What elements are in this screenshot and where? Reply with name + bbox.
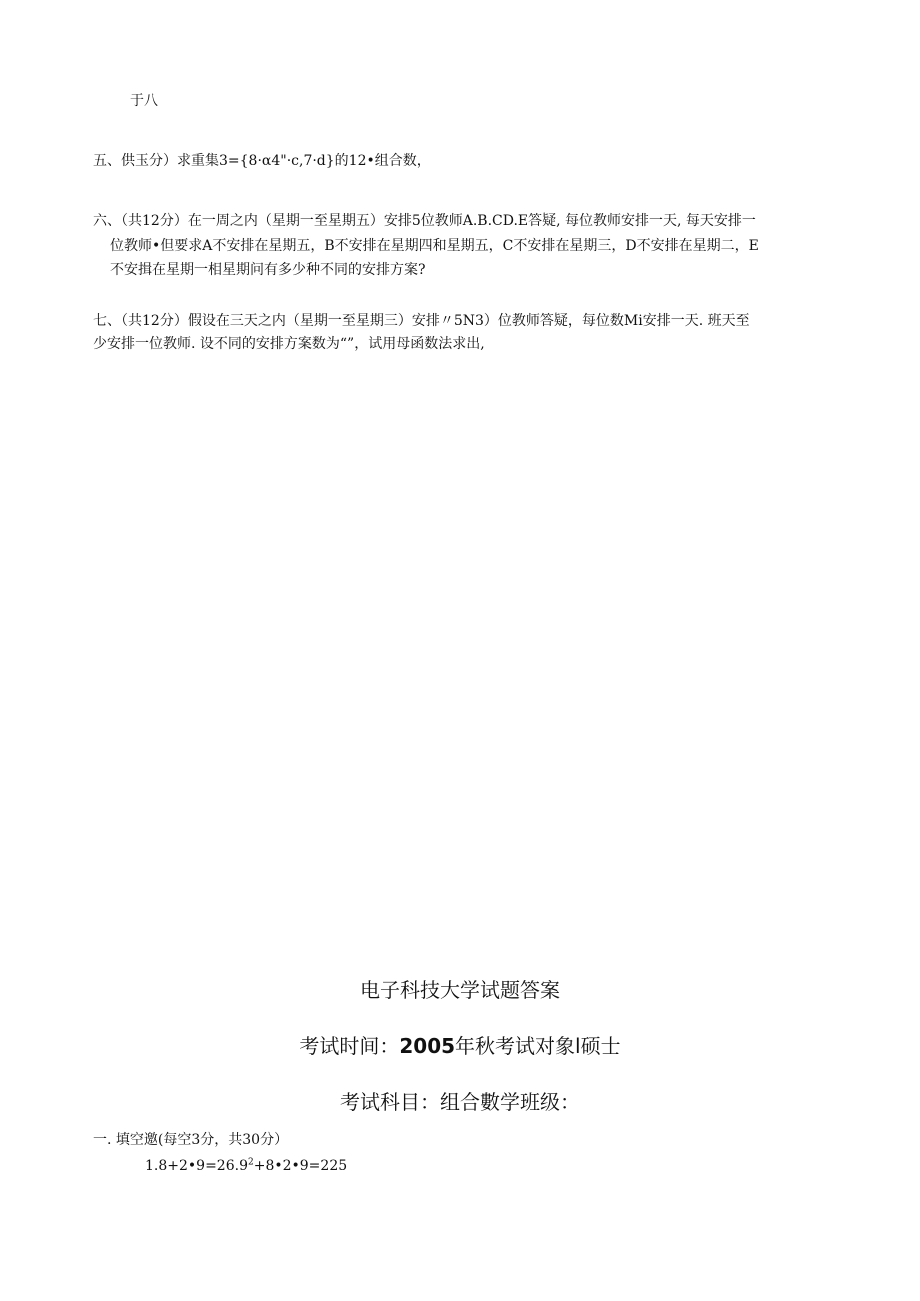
question-7-line-1: 七、（共12分）假设在三天之内（星期一至星期三）安排〃5N3）位教师答疑，每位数Mi安排一天. 班天至: [93, 313, 750, 329]
answer-1-superscript: 2: [247, 1157, 254, 1168]
question-6-line-2: 位教师•但要求A不安排在星期五，B不安排在星期四和星期五，C不安排在星期三，D不安排在星期二，E: [110, 238, 759, 254]
question-5: 五、供玉分）求重集3={8·α4"·c,7·d}的12•组合数，: [93, 153, 431, 169]
section-1-answer-1: [145, 1156, 347, 1176]
page-fragment-text: 于八: [130, 93, 158, 109]
exam-time-year: 2005: [399, 1034, 456, 1058]
answer-1-main: 1.8+2•9=26.9: [145, 1158, 248, 1174]
question-7-line-2: 少安排一位教师. 设不同的安排方案数为“”，试用母函数法求出,: [93, 336, 485, 352]
question-6-line-1: 六、（共12分）在一周之内（星期一至星期五）安排5位教师A.B.CD.E答疑, 每位教师安排一天, 每天安排一: [93, 213, 756, 229]
exam-time-rest: 年秋考试对象l硕士: [455, 1034, 621, 1058]
exam-time-line: [0, 1033, 920, 1059]
answer-title: 电子科技大学试题答案: [360, 978, 560, 1002]
question-6-line-3: 不安揖在星期一相星期问有多少种不同的安排方案?: [110, 262, 426, 278]
exam-time-label: 考试时间：: [299, 1034, 400, 1058]
exam-subject-line: 考试科目：组合數学班级：: [340, 1090, 580, 1114]
answer-1-tail: +8•2•9=225: [253, 1158, 348, 1174]
section-1-heading: 一. 填空邀(每空3分，共30分）: [93, 1132, 289, 1148]
